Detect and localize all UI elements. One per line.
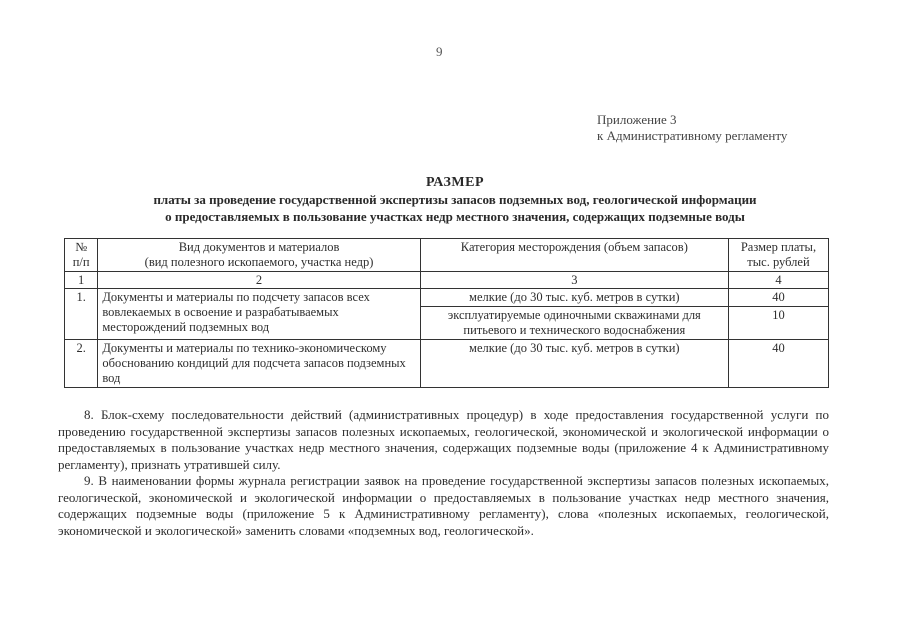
index-cell: 4 <box>728 272 828 289</box>
page-number: 9 <box>436 44 443 59</box>
row-num: 2. <box>65 340 98 388</box>
table-header-row <box>65 239 829 272</box>
row-category: эксплуатируемые одиночными скважинами для питьевого и технического водоснабжения <box>420 307 728 340</box>
table-row <box>65 340 829 388</box>
row-fee: 40 <box>728 289 828 307</box>
document-title <box>70 174 840 225</box>
paragraph-8: 8. Блок-схему последовательности действий (административных процедур) в ходе предоставления государственной услуги по проведению государственной экспертизы запасов полезных ископаемых, геологической, экономической и экологической информации о предоставляемых в пользование участках недр местного значения, содержащих подземные воды (приложение 4 к Административному регламенту), признать утратившей силу. <box>58 407 829 472</box>
fee-table <box>64 238 829 388</box>
row-category: мелкие (до 30 тыс. куб. метров в сутки) <box>420 340 728 388</box>
table-index-row <box>65 272 829 289</box>
header-doc-line-2: (вид полезного ископаемого, участка недр) <box>144 255 374 269</box>
index-cell: 1 <box>65 272 98 289</box>
header-fee: Размер платы, тыс. рублей <box>728 239 828 272</box>
header-num: № п/п <box>65 239 98 272</box>
appendix-reference <box>597 112 787 144</box>
header-category: Категория месторождения (объем запасов) <box>420 239 728 272</box>
title-line-1: платы за проведение государственной экспертизы запасов подземных вод, геологической информации <box>153 192 757 207</box>
row-doc: Документы и материалы по технико-экономическому обоснованию кондиций для подсчета запасов подземных вод <box>98 340 420 388</box>
row-fee: 10 <box>728 307 828 340</box>
row-doc: Документы и материалы по подсчету запасов всех вовлекаемых в освоение и разрабатываемых месторождений подземных вод <box>98 289 420 340</box>
table-row <box>65 289 829 307</box>
row-fee: 40 <box>728 340 828 388</box>
title-line-2: о предоставляемых в пользование участках недр местного значения, содержащих подземные воды <box>165 209 745 224</box>
body-text <box>58 407 829 539</box>
row-category: мелкие (до 30 тыс. куб. метров в сутки) <box>420 289 728 307</box>
index-cell: 3 <box>420 272 728 289</box>
paragraph-9: 9. В наименовании формы журнала регистрации заявок на проведение государственной экспертизы запасов полезных ископаемых, геологической, экономической и экологической информации о предоставляемых в пользование участках недр местного значения, содержащих подземные воды (приложение 5 к Административному регламенту), слова «полезных ископаемых, геологической, экономической и экологической» заменить словами «подземных вод, геологической». <box>58 473 829 538</box>
index-cell: 2 <box>98 272 420 289</box>
appendix-line-2: к Административному регламенту <box>597 128 788 143</box>
header-doc-line-1: Вид документов и материалов <box>178 240 340 254</box>
title-main: РАЗМЕР <box>425 175 484 190</box>
appendix-line-1: Приложение 3 <box>597 112 677 127</box>
header-doc <box>98 239 420 272</box>
row-num: 1. <box>65 289 98 340</box>
